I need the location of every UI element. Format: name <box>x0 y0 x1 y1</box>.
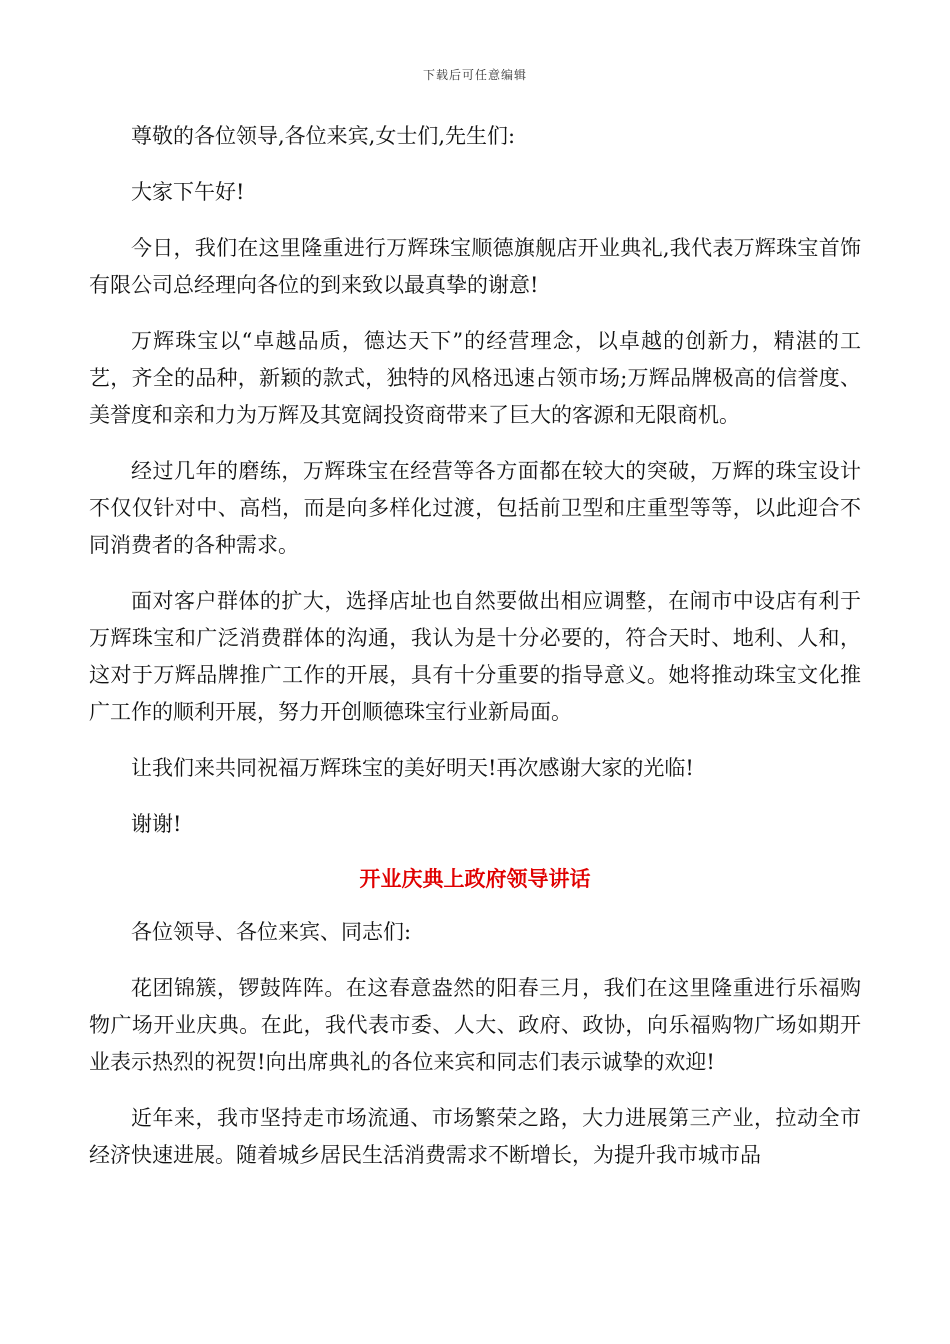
document-body <box>89 118 861 1193</box>
paragraph-opening: 今日，我们在这里隆重进行万辉珠宝顺德旗舰店开业典礼,我代表万辉珠宝首饰有限公司总经理向各位的到来致以最真挚的谢意! <box>89 236 861 297</box>
paragraph-development: 近年来，我市坚持走市场流通、市场繁荣之路，大力进展第三产业，拉动全市经济快速进展。随着城乡居民生活消费需求不断增长，为提升我市城市品 <box>89 1106 861 1167</box>
paragraph-philosophy: 万辉珠宝以“卓越品质，德达天下”的经营理念，以卓越的创新力，精湛的工艺，齐全的品种，新颖的款式，独特的风格迅速占领市场;万辉品牌极高的信誉度、美誉度和亲和力为万辉及其宽阔投资商带来了巨大的客源和无限商机。 <box>89 329 861 427</box>
paragraph-greeting: 大家下午好! <box>131 180 245 204</box>
paragraph-celebration: 花团锦簇，锣鼓阵阵。在这春意盎然的阳春三月，我们在这里隆重进行乐福购物广场开业庆典。在此，我代表市委、人大、政府、政协，向乐福购物广场如期开业表示热烈的祝贺!向出席典礼的各位来宾和同志们表示诚挚的欢迎! <box>89 976 861 1074</box>
paragraph-salutation: 尊敬的各位领导,各位来宾,女士们,先生们: <box>131 124 516 148</box>
paragraph-thanks: 谢谢! <box>131 812 182 836</box>
paragraph-location: 面对客户群体的扩大，选择店址也自然要做出相应调整，在闹市中设店有利于万辉珠宝和广泛消费群体的沟通，我认为是十分必要的，符合天时、地利、人和，这对于万辉品牌推广工作的开展，具有十分重要的指导意义。她将推动珠宝文化推广工作的顺利开展，努力开创顺德珠宝行业新局面。 <box>89 589 861 724</box>
header-note: 下载后可任意编辑 <box>422 68 527 82</box>
paragraph-salutation-2: 各位领导、各位来宾、同志们: <box>131 920 412 944</box>
section-title: 开业庆典上政府领导讲话 <box>359 867 591 891</box>
paragraph-blessing: 让我们来共同祝福万辉珠宝的美好明天!再次感谢大家的光临! <box>131 756 694 780</box>
paragraph-breakthrough: 经过几年的磨练，万辉珠宝在经营等各方面都在较大的突破，万辉的珠宝设计不仅仅针对中、高档，而是向多样化过渡，包括前卫型和庄重型等等，以此迎合不同消费者的各种需求。 <box>89 459 861 557</box>
